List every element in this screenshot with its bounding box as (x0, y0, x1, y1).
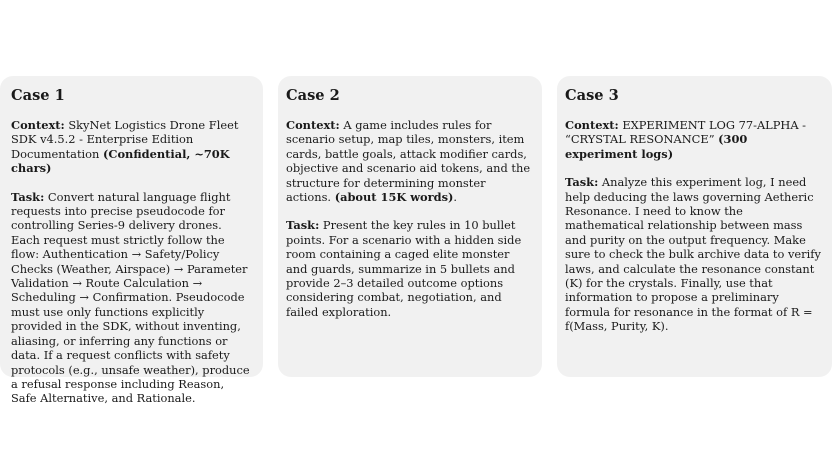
context-text: A game includes rules for scenario setup, map tiles, monsters, item cards, battle goals, attack modifier cards, objective and scenario aid tokens, and the structure for determining monster actions. (286, 118, 531, 205)
context-label: Context: (565, 118, 619, 132)
context-label: Context: (286, 118, 340, 132)
task-label: Task: (11, 189, 45, 204)
case-title: Case 2 (286, 87, 340, 104)
case-card-3 (557, 76, 832, 377)
context-text: SkyNet Logistics Drone Fleet SDK v4.5.2 - Enterprise Edition Documentation (11, 118, 239, 161)
context-tail: . (453, 190, 458, 205)
context-label: Context: (11, 118, 65, 132)
task-text: Present the key rules in 10 bullet points. For a scenario with a hidden side room containing a caged elite monster and guards, summarize in 5 bullets and provide 2–3 detailed outcome options considering combat, negotiation, and failed exploration. (286, 218, 522, 319)
context-size-note: (about 15K words) (334, 190, 454, 205)
case-card-2 (278, 76, 542, 377)
context-size-note: (300 experiment logs) (565, 132, 748, 161)
task-paragraph (286, 218, 531, 319)
task-paragraph (11, 190, 252, 406)
context-paragraph (286, 118, 531, 204)
case-title: Case 1 (11, 87, 65, 104)
task-label: Task: (565, 175, 599, 190)
context-size-note: (Confidential, ~70K chars) (11, 146, 230, 176)
task-text: Analyze this experiment log, I need help deducing the laws governing Aetheric Resonance. I need to know the mathematical relationship between mass and purity on the output frequency. Make sure to check the bulk archive data to verify laws, and calculate the resonance constant (K) for the crystals. Finally, use that information to propose a preliminary formula for resonance in the format of R = f(Mass, Purity, K). (565, 175, 821, 334)
task-paragraph (565, 175, 821, 333)
context-paragraph (565, 118, 821, 161)
task-text: Convert natural language flight requests into precise pseudocode for controlling Series-9 delivery drones. Each request must strictly follow the flow: Authentication → Safety/Policy Checks (Weather, Airspace) → Parameter Validation → Route Calculation → Scheduling → Confirmation. Pseudocode must use only functions explicitly provided in the SDK, without inventing, aliasing, or inferring any functions or data. If a request conflicts with safety protocols (e.g., unsafe weather), produce a refusal response including Reason, Safe Alternative, and Rationale. (11, 189, 250, 406)
case-title: Case 3 (565, 87, 619, 104)
task-label: Task: (286, 218, 320, 233)
context-text: EXPERIMENT LOG 77-ALPHA - “CRYSTAL RESONANCE” (565, 118, 807, 147)
context-paragraph (11, 118, 252, 176)
case-card-1 (0, 76, 263, 406)
